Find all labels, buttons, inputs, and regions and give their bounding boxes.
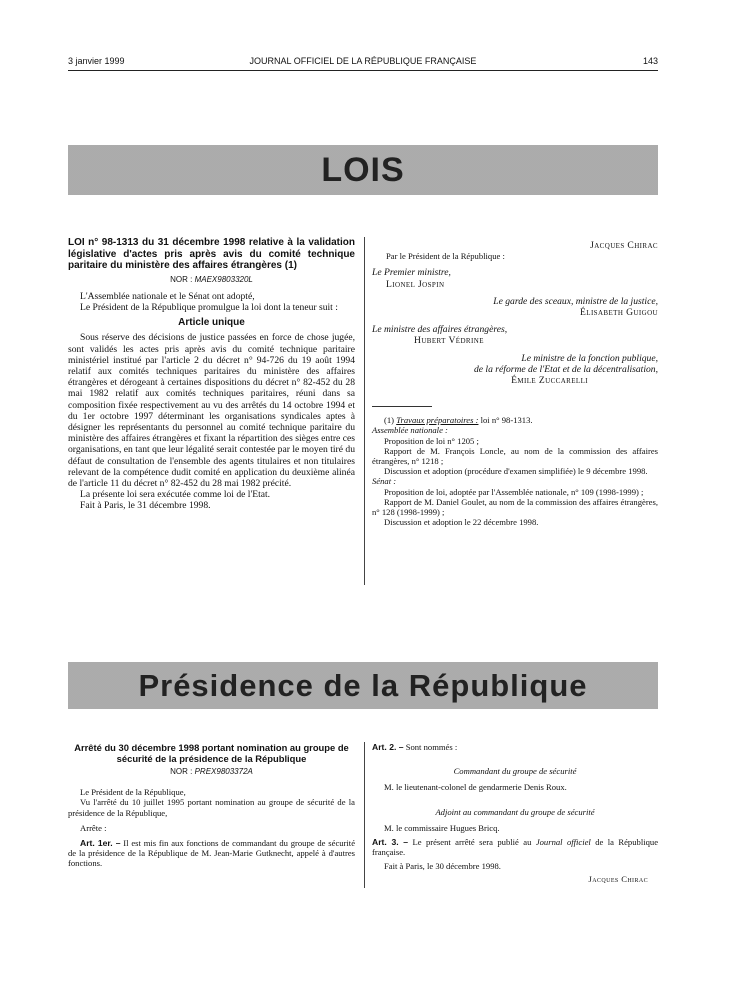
art1-text: Il est mis fin aux fonctions de commandant du groupe de sécurité de la présidence de la République de M. Jean-Marie Gutknecht, appelé à d'autres fonctions. xyxy=(68,838,356,869)
running-header xyxy=(68,56,658,70)
adj-heading: Adjoint au commandant du groupe de sécurité xyxy=(435,806,595,817)
art1-label: Art. 1er. – xyxy=(80,838,121,849)
cmd-heading: Commandant du groupe de sécurité xyxy=(453,766,577,777)
foreign-name: Hubert Védrine xyxy=(414,335,484,347)
cmd-name: M. le lieutenant-colonel de gendarmerie Denis Roux. xyxy=(384,782,567,793)
banner-title: Présidence de la République xyxy=(138,667,588,703)
fn-item: Proposition de loi, adoptée par l'Assemblée nationale, n° 109 (1998-1999) ; xyxy=(384,486,644,497)
article-heading: Article unique xyxy=(178,317,245,329)
arrete-title: Arrêté du 30 décembre 1998 portant nomination au groupe de sécurité de la présidence de la République xyxy=(74,742,349,764)
law-nor xyxy=(68,274,355,285)
fp-name: Émile Zuccarelli xyxy=(511,375,588,387)
fn-senat-heading: Sénat : xyxy=(372,476,397,487)
art3-label: Art. 3. – xyxy=(372,837,409,848)
fn-item: Rapport de M. Daniel Goulet, au nom de la commission des affaires étrangères, n° 128 (1998-1999) ; xyxy=(372,496,658,518)
by-president: Par le Président de la République : xyxy=(386,251,505,262)
footnotes xyxy=(372,415,658,527)
section-banner-lois xyxy=(68,145,658,195)
column-divider xyxy=(364,237,365,585)
fp-title-1: Le ministre de la fonction publique, xyxy=(521,352,658,364)
fn-loi: loi n° 98-1313. xyxy=(480,415,533,426)
paragraph: Vu l'arrêté du 10 juillet 1995 portant nomination au groupe de sécurité de la présidence de la République, xyxy=(68,797,355,818)
nor-label: NOR : xyxy=(170,274,193,284)
section-banner-presidence xyxy=(68,662,658,709)
art3-text-a: Le présent arrêté sera publié au xyxy=(412,837,532,848)
fn-travaux: Travaux préparatoires : xyxy=(396,415,479,426)
justice-title: Le garde des sceaux, ministre de la justice, xyxy=(493,295,658,307)
fn-item: Rapport de M. François Loncle, au nom de la commission des affaires étrangères, n° 1218 ; xyxy=(372,445,658,467)
foreign-title: Le ministre des affaires étrangères, xyxy=(372,324,508,336)
paragraph: L'Assemblée nationale et le Sénat ont adopté, xyxy=(80,290,255,302)
header-page-number: 143 xyxy=(642,56,658,66)
fp-title-2: de la réforme de l'Etat et de la décentralisation, xyxy=(473,363,658,375)
arrete-word: Arrête : xyxy=(80,822,107,833)
done-at: Fait à Paris, le 30 décembre 1998. xyxy=(384,861,501,872)
presidence-left-column xyxy=(68,742,355,869)
header-date: 3 janvier 1999 xyxy=(68,56,125,66)
law-title: LOI n° 98-1313 du 31 décembre 1998 relative à la validation législative d'actes pris après avis du comité technique paritaire du ministère des affaires étrangères (1) xyxy=(68,237,355,271)
paragraph: La présente loi sera exécutée comme loi de l'Etat. xyxy=(80,489,271,501)
header-rule xyxy=(68,70,658,71)
presidence-right-column xyxy=(372,742,658,884)
pm-title: Le Premier ministre, xyxy=(372,267,451,279)
art3-journal: Journal officiel xyxy=(535,837,591,848)
paragraph: Le Président de la République promulgue la loi dont la teneur suit : xyxy=(80,301,338,313)
arrete-nor xyxy=(68,766,355,777)
art2-label: Art. 2. – xyxy=(372,742,404,752)
nor-label: NOR : xyxy=(170,767,193,776)
lois-left-column xyxy=(68,237,355,512)
article-body: Sous réserve des décisions de justice passées en force de chose jugée, sont validés les actes pris après avis du comité technique paritaire ministériel institué par l'article 2 du décret n° 94-726 du 19 août 1994 relatif aux comités techniques paritaires du ministère des affaires étrangères et dérogeant à certaines dispositions du décret n° 82-452 du 28 mai 1982 relatif aux comités techniques paritaires, réuni dans sa composition fixée respectivement au vu des arrêtés du 14 octobre 1994 et du 1er octobre 1997 déterminant les organisations syndicales aptes à désigner les représentants du personnel au comité technique paritaire du ministère des affaires étrangères et fixant la répartition des sièges entre ces organisations, en tant que leur légalité serait contestée par le moyen tiré du défaut de consultation de l'ensemble des agents titulaires et non titulaires relevant de la compétence dudit comité en application du deuxième alinéa de l'article 11 du décret n° 82-452 du 28 mai 1982 précité. xyxy=(68,332,355,489)
art3-text-b: de la République française. xyxy=(372,837,659,858)
justice-name: Élisabeth Guigou xyxy=(580,307,658,319)
art2-text: Sont nommés : xyxy=(405,742,458,752)
fn-item: Discussion et adoption (procédure d'examen simplifiée) le 9 décembre 1998. xyxy=(384,466,648,477)
paragraph: Le Président de la République, xyxy=(80,787,186,798)
done-at: Fait à Paris, le 31 décembre 1998. xyxy=(80,500,211,512)
header-journal-title: JOURNAL OFFICIEL DE LA RÉPUBLIQUE FRANÇAISE xyxy=(249,56,477,66)
fn-item: Discussion et adoption le 22 décembre 1998. xyxy=(384,517,539,528)
signature: Jacques Chirac xyxy=(588,873,648,884)
fn-item: Proposition de loi n° 1205 ; xyxy=(384,435,479,446)
footnote-rule xyxy=(372,406,432,407)
pm-name: Lionel Jospin xyxy=(386,278,445,290)
lois-right-column xyxy=(372,240,658,527)
signature-president: Jacques Chirac xyxy=(590,240,658,251)
adj-name: M. le commissaire Hugues Bricq. xyxy=(384,822,500,833)
nor-code: PREX9803372A xyxy=(194,767,253,776)
banner-title: LOIS xyxy=(321,150,405,189)
nor-code: MAEX9803320L xyxy=(194,274,253,284)
column-divider xyxy=(364,742,365,888)
fn-an-heading: Assemblée nationale : xyxy=(372,425,448,436)
fn-number: (1) xyxy=(384,415,395,426)
